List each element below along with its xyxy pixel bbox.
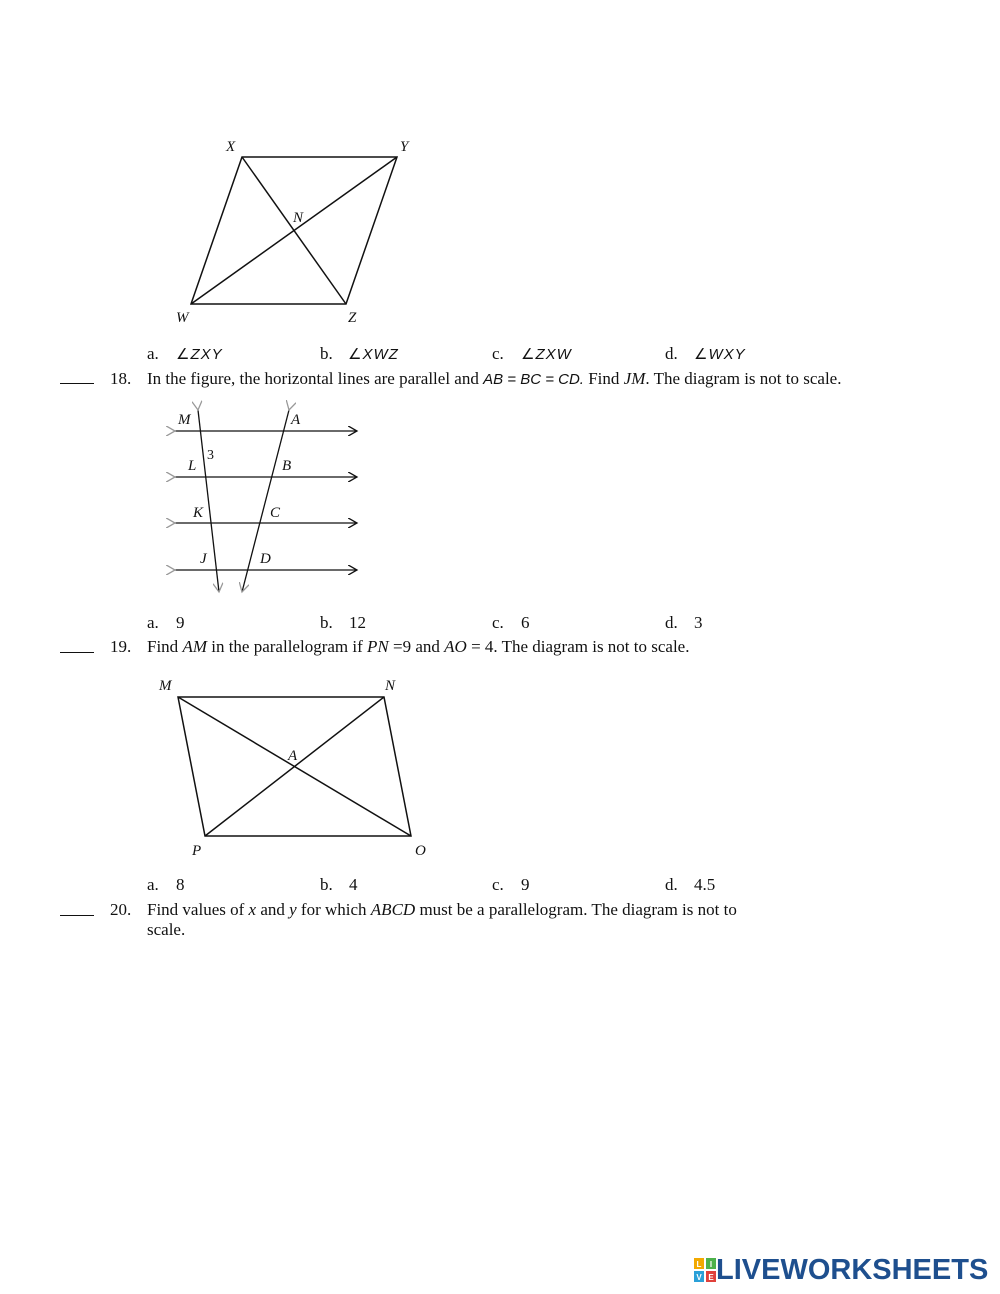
q17-option-d-value: ∠WXY (694, 346, 746, 363)
label-w: W (176, 310, 189, 326)
label-a-18: A (291, 412, 301, 428)
question-number-20: 20. (110, 900, 132, 919)
label-y: Y (400, 139, 409, 155)
q17-option-b-letter: b. (320, 344, 333, 363)
q19-text-1: Find (147, 637, 183, 656)
label-l-18: L (188, 458, 197, 474)
label-three-18: 3 (207, 448, 214, 463)
q18-option-b-value: 12 (349, 613, 366, 632)
q18-text-find: Find (588, 369, 624, 388)
label-b-18: B (282, 458, 292, 474)
q19-text-3: =9 and (388, 637, 445, 656)
q18-text-after: . The diagram is not to scale. (645, 369, 842, 388)
q17-option-c-letter: c. (492, 344, 504, 363)
label-n: N (293, 210, 304, 226)
label-j-18: J (200, 551, 207, 567)
logo-icon-letter-l: L (696, 1260, 702, 1269)
label-m-19: M (159, 678, 172, 694)
label-c-18: C (270, 505, 281, 521)
q20-var-y: y (289, 900, 297, 919)
q19-text-2: in the parallelogram if (206, 637, 368, 656)
q17-option-a-value: ∠ZXY (176, 346, 223, 363)
q17-option-c-value: ∠ZXW (521, 346, 572, 363)
q19-option-b-letter: b. (320, 875, 333, 894)
question-text-20-line2: scale. (147, 920, 186, 939)
q19-option-d-value: 4.5 (694, 875, 716, 894)
liveworksheets-logo-icon (694, 1258, 716, 1282)
q18-option-d-value: 3 (694, 613, 703, 632)
question-text-20 (147, 900, 737, 920)
q18-text-before: In the figure, the horizontal lines are parallel and (147, 369, 484, 388)
q18-equation: AB = BC = CD. (483, 371, 584, 388)
q19-var-pn: PN (367, 637, 389, 656)
answer-blank-20[interactable] (60, 903, 94, 916)
logo-icon-letter-i: I (709, 1260, 713, 1269)
q18-option-c-letter: c. (492, 613, 504, 632)
label-z: Z (348, 310, 357, 326)
q20-text-2: and (256, 900, 290, 919)
label-p-19: P (192, 843, 202, 859)
q20-var-x: x (248, 900, 257, 919)
q19-var-am: AM (182, 637, 207, 656)
q19-option-d-letter: d. (665, 875, 678, 894)
label-k-18: K (193, 505, 204, 521)
q17-option-a-letter: a. (147, 344, 159, 363)
q17-option-b-value: ∠XWZ (348, 346, 399, 363)
q18-option-a-value: 9 (176, 613, 185, 632)
label-d-18: D (260, 551, 271, 567)
q18-var-jm: JM (623, 369, 646, 388)
q18-option-b-letter: b. (320, 613, 333, 632)
label-x: X (226, 139, 236, 155)
question-number-18: 18. (110, 369, 132, 388)
q19-option-a-letter: a. (147, 875, 159, 894)
q19-option-c-letter: c. (492, 875, 504, 894)
q18-option-d-letter: d. (665, 613, 678, 632)
q20-text-4: must be a parallelogram. The diagram is not to (415, 900, 737, 919)
q17-option-d-letter: d. (665, 344, 678, 363)
q19-text-4: = 4. The diagram is not to scale. (466, 637, 690, 656)
q20-text-1: Find values of (147, 900, 249, 919)
question-number-19: 19. (110, 637, 132, 656)
parallelogram-mnop-lines (178, 697, 411, 836)
logo-icon-letter-v: V (696, 1273, 702, 1282)
label-a-19: A (288, 748, 298, 764)
label-o-19: O (415, 843, 426, 859)
q20-text-3: for which (296, 900, 371, 919)
liveworksheets-logo[interactable] (694, 1253, 989, 1286)
q18-option-a-letter: a. (147, 613, 159, 632)
liveworksheets-logo-text: LIVEWORKSHEETS (716, 1253, 989, 1286)
q20-var-abcd: ABCD (370, 900, 416, 919)
q19-option-b-value: 4 (349, 875, 358, 894)
label-m-18: M (178, 412, 191, 428)
q18-option-c-value: 6 (521, 613, 530, 632)
q19-option-c-value: 9 (521, 875, 530, 894)
label-n-19: N (385, 678, 396, 694)
q19-var-ao: AO (444, 637, 467, 656)
q19-option-a-value: 8 (176, 875, 185, 894)
logo-icon-letter-e: E (708, 1273, 714, 1282)
